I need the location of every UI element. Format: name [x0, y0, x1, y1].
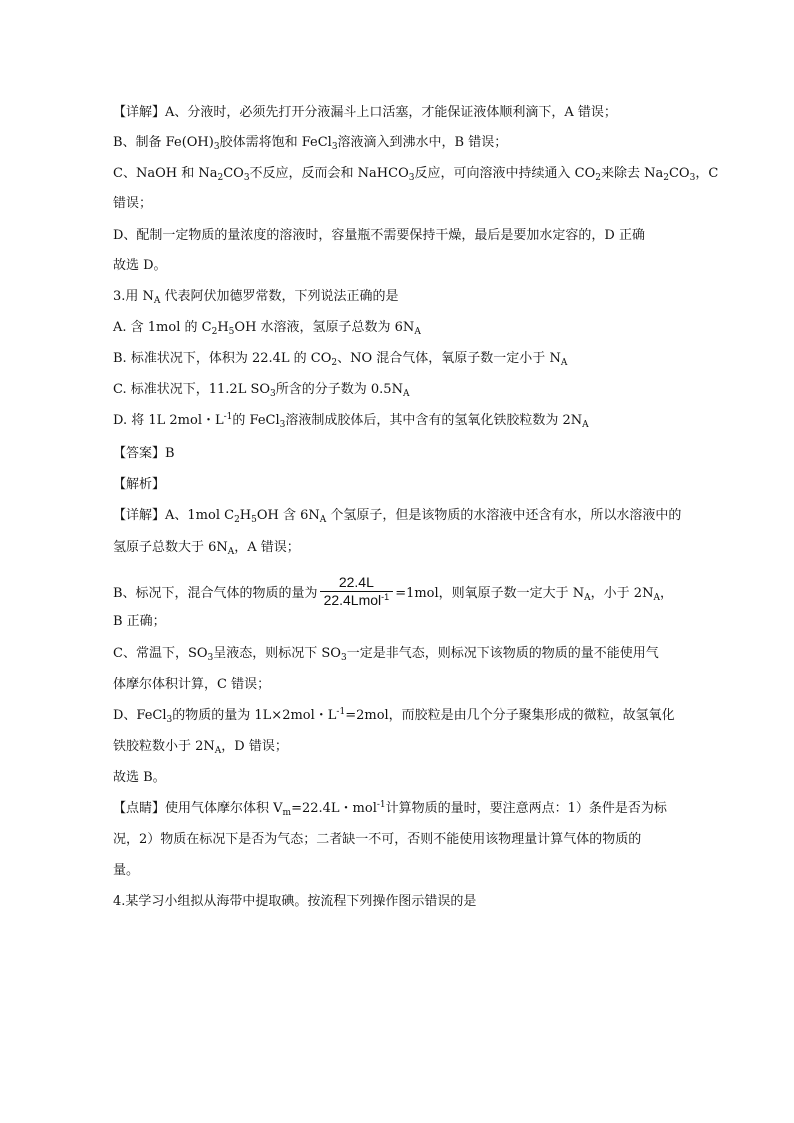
text-line: 故选 B。 [113, 770, 166, 785]
text-line: 错误； [113, 196, 153, 211]
text-line: B、标况下，混合气体的物质的量为 $\frac{22.4L}{22.4Lmol^{-1}}$ =1mol，则氧原子数一定大于 $N_A$，小于 $2N_A$， [113, 574, 673, 608]
question-stem: 4.某学习小组拟从海带中提取碘。按流程下列操作图示错误的是 [113, 894, 477, 909]
question-stem: 3.用 $N_A$ 代表阿伏加德罗常数，下列说法正确的是 [113, 289, 399, 306]
option-d: D. 将 1L 2mol・$L^{-1}$的 FeCl$_3$溶液制成胶体后，其中含有的氢氧化铁胶粒数为 $2N_A$ [113, 412, 589, 430]
text-line: 故选 D。 [113, 258, 167, 273]
molar-fraction: $\frac{22.4L}{22.4Lmol^{-1}}$ [320, 573, 394, 608]
text-line: D、FeCl$_3$的物质的量为 1L×2mol・$L^{-1}=2mol$，而胶粒是由几个分子聚集形成的微粒，故氢氧化 [113, 707, 675, 725]
answer-line: 【答案】B [113, 446, 175, 461]
text-line: C、常温下，$SO_3$呈液态，则标况下 $SO_3$一定是非气态，则标况下该物质的物质的量不能使用气 [113, 646, 659, 663]
text-line: 【详解】A、分液时，必须先打开分液漏斗上口活塞，才能保证液体顺利滴下，A 错误； [113, 105, 617, 120]
option-c: C. 标准状况下，11.2L $SO_3$所含的分子数为 $0.5N_A$ [113, 382, 410, 399]
option-a: A. 含 1mol 的 $C_2H_5OH$ 水溶液，氢原子总数为 $6N_A$ [113, 320, 421, 337]
analysis-heading: 【解析】 [113, 477, 166, 492]
text-line: B 正确； [113, 614, 166, 629]
text-line: 量。 [113, 863, 140, 878]
text-line: 铁胶粒数小于 $2N_A$，D 错误； [113, 739, 288, 756]
text-line: D、配制一定物质的量浓度的溶液时，容量瓶不需要保持干燥，最后是要加水定容的，D 正确 [113, 228, 645, 243]
text-line: 【详解】A、1mol $C_2H_5OH$ 含 $6N_A$ 个氢原子，但是该物质的水溶液中还含有水，所以水溶液中的 [113, 508, 682, 525]
text-line: B、制备 $Fe(OH)_3$胶体需将饱和 FeCl$_3$溶液滴入到沸水中，B 错误； [113, 135, 508, 152]
text-line: C、NaOH 和 $Na_2CO_3$不反应，反而会和 NaHCO$_3$反应，可向溶液中持续通入 $CO_2$来除去 $Na_2CO_3$，C [113, 166, 719, 183]
option-b: B. 标准状况下，体积为 22.4L 的 $CO_2$、NO 混合气体，氧原子数一定小于 $N_A$ [113, 351, 568, 368]
text-line: 况，2）物质在标况下是否为气态；二者缺一不可，否则不能使用该物理量计算气体的物质的 [113, 832, 642, 847]
text-line: 体摩尔体积计算，C 错误； [113, 677, 271, 692]
text-line: 【点睛】使用气体摩尔体积 $V_m=22.4L$・mol$^{-1}$计算物质的量时，要注意两点：1）条件是否为标 [113, 800, 667, 818]
text-line: 氢原子总数大于 $6N_A$，A 错误； [113, 540, 300, 557]
